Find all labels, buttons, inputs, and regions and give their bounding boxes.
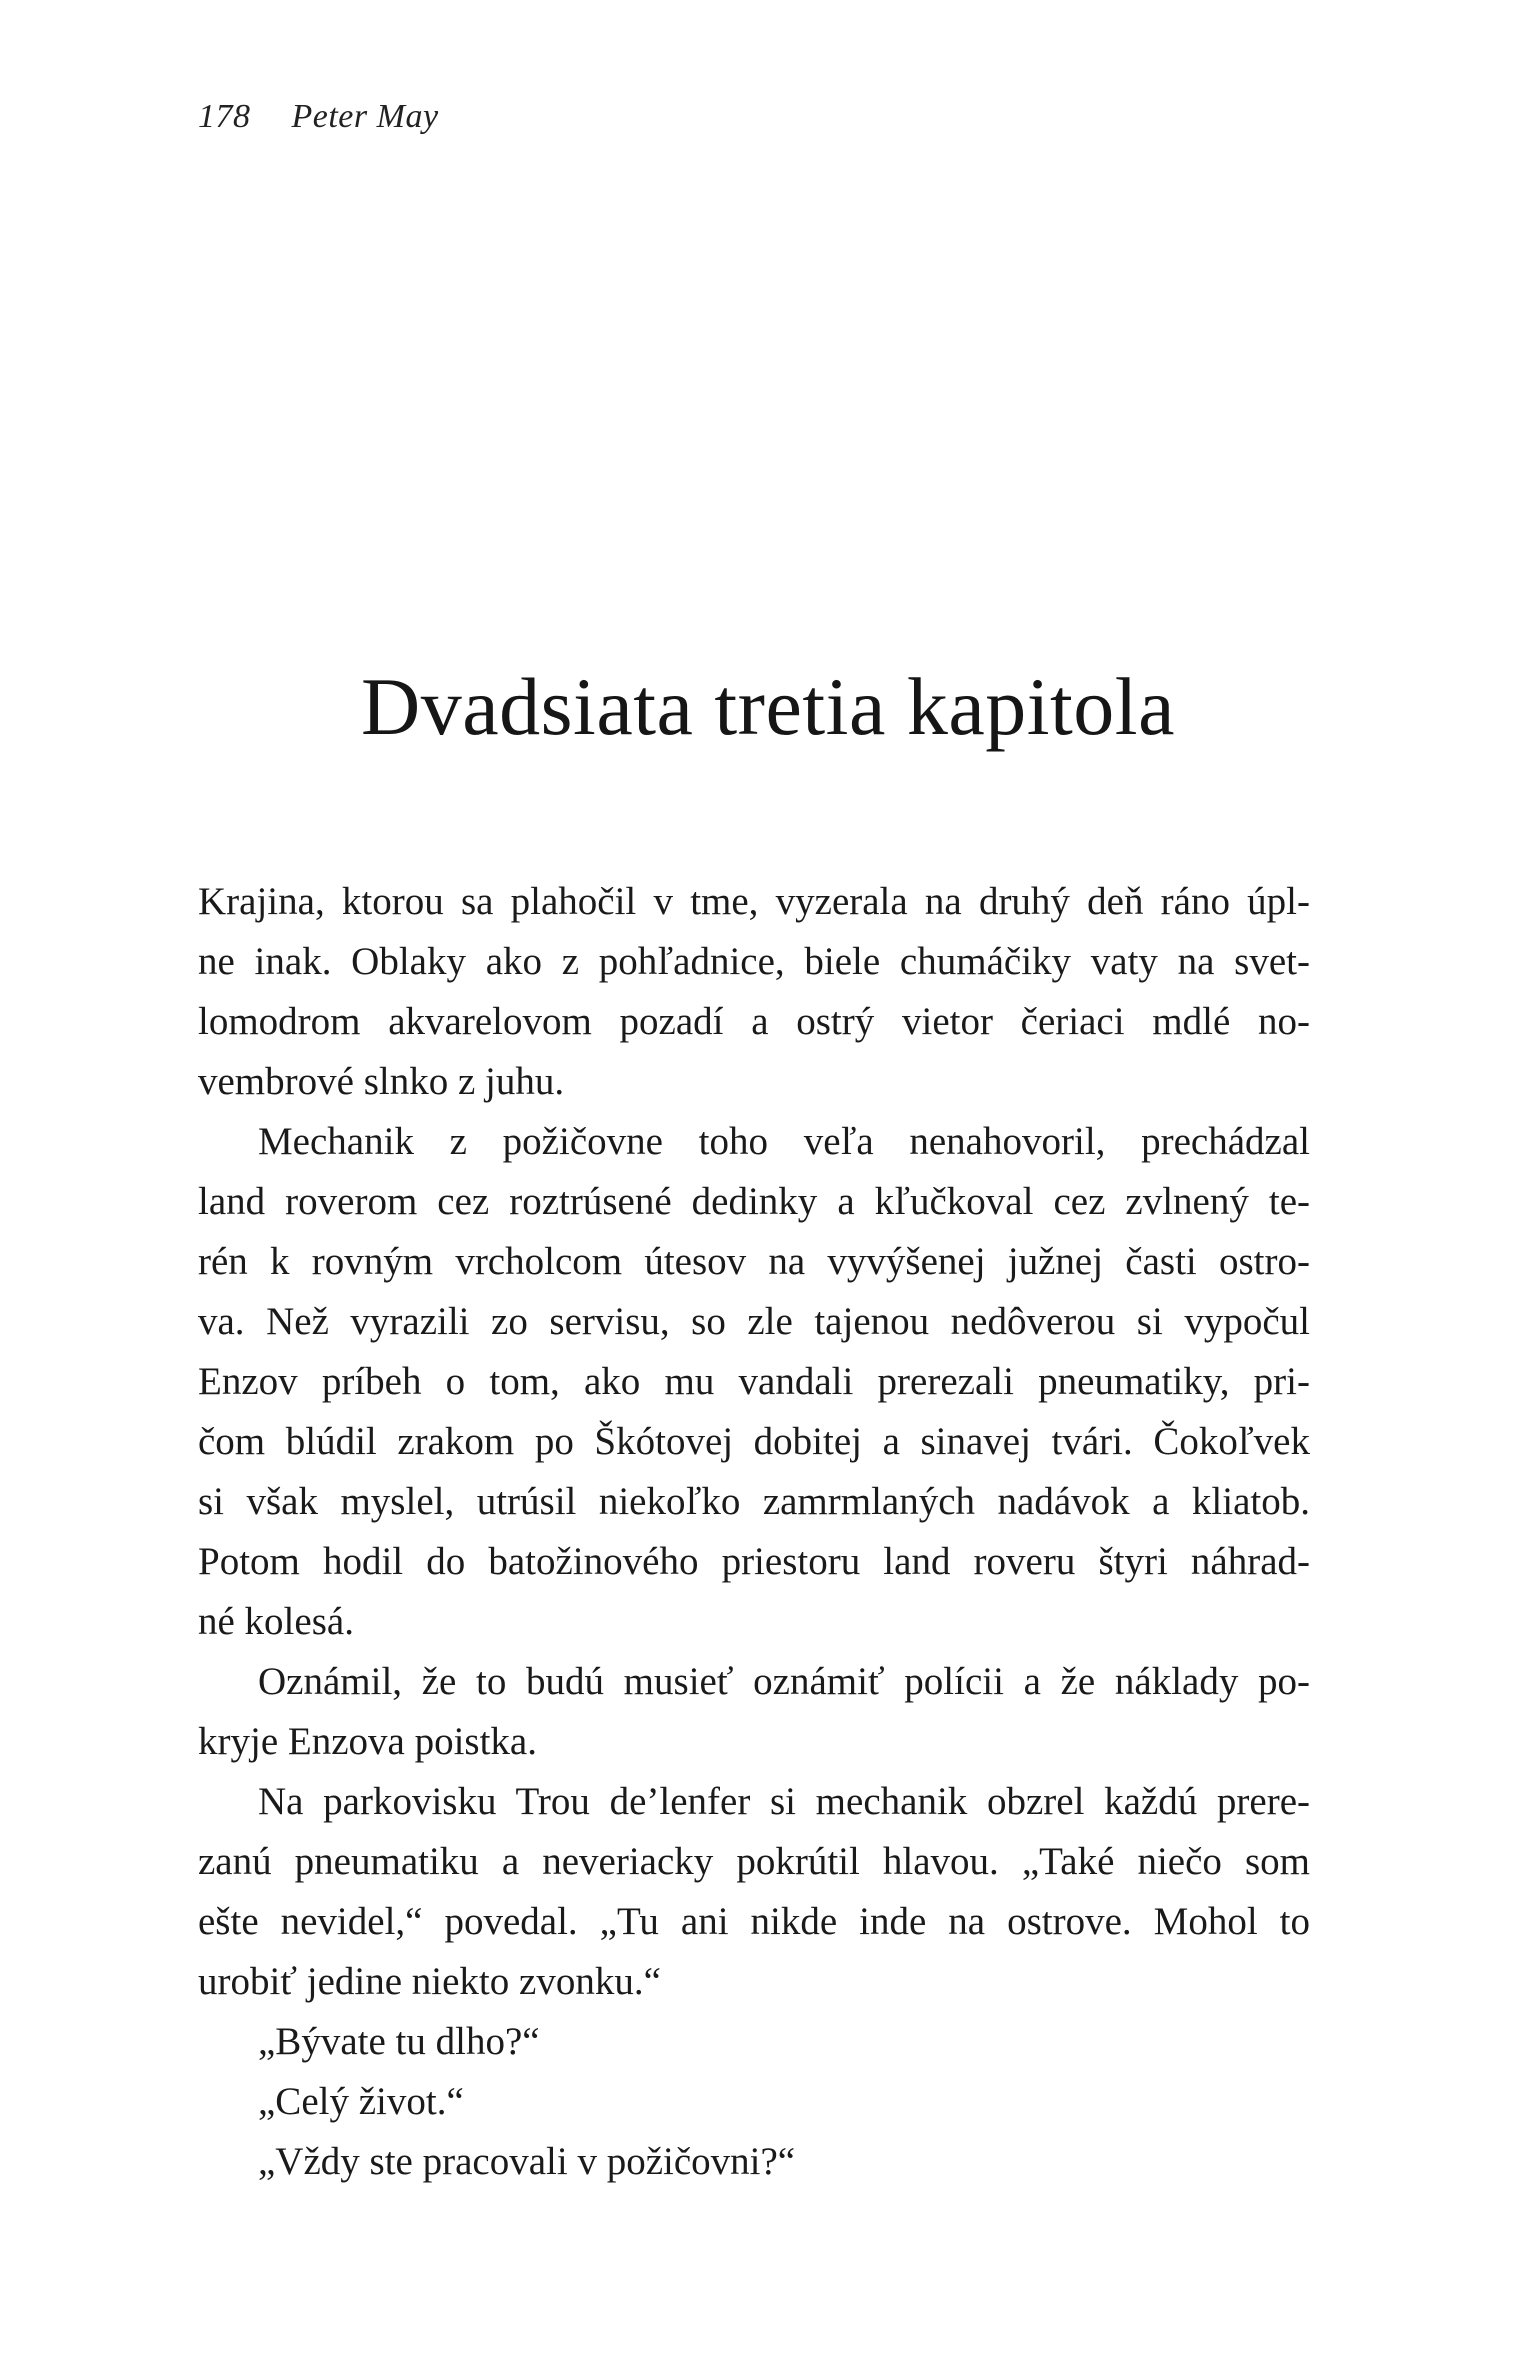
- text-line: zanú pneumatiku a neveriacky pokrútil hlavou. „Také niečo som: [198, 1840, 1310, 1883]
- text-line: urobiť jedine niekto zvonku.“: [198, 1960, 661, 2003]
- running-head: [198, 98, 439, 136]
- text-line: Oznámil, že to budú musieť oznámiť polícii a že náklady po-: [258, 1660, 1310, 1703]
- text-line: si však myslel, utrúsil niekoľko zamrmlaných nadávok a kliatob.: [198, 1480, 1310, 1523]
- page-number: 178: [198, 98, 251, 135]
- text-line: ešte nevidel,“ povedal. „Tu ani nikde inde na ostrove. Mohol to: [198, 1900, 1310, 1943]
- text-line: Potom hodil do batožinového priestoru land roveru štyri náhrad-: [198, 1540, 1310, 1583]
- text-line: Enzov príbeh o tom, ako mu vandali prerezali pneumatiky, pri-: [198, 1360, 1310, 1403]
- text-line: vembrové slnko z juhu.: [198, 1060, 565, 1103]
- chapter-title: Dvadsiata tretia kapitola: [361, 661, 1175, 752]
- text-line: né kolesá.: [198, 1600, 354, 1643]
- text-line: „Bývate tu dlho?“: [258, 2020, 540, 2063]
- running-head-author: Peter May: [291, 98, 439, 135]
- text-line: Mechanik z požičovne toho veľa nenahovoril, prechádzal: [258, 1120, 1310, 1163]
- text-line: lomodrom akvarelovom pozadí a ostrý vietor čeriaci mdlé no-: [198, 1000, 1310, 1043]
- text-line: va. Než vyrazili zo servisu, so zle tajenou nedôverou si vypočul: [198, 1300, 1310, 1343]
- body-text: [198, 872, 1310, 2192]
- text-line: ne inak. Oblaky ako z pohľadnice, biele chumáčiky vaty na svet-: [198, 940, 1310, 983]
- text-line: Na parkovisku Trou de’lenfer si mechanik obzrel každú prere-: [258, 1780, 1310, 1823]
- text-line: Krajina, ktorou sa plahočil v tme, vyzerala na druhý deň ráno úpl-: [198, 880, 1310, 923]
- text-line: čom blúdil zrakom po Škótovej dobitej a sinavej tvári. Čokoľvek: [198, 1420, 1310, 1463]
- text-line: „Vždy ste pracovali v požičovni?“: [258, 2140, 796, 2183]
- text-line: kryje Enzova poistka.: [198, 1720, 537, 1763]
- text-line: land roverom cez roztrúsené dedinky a kľučkoval cez zvlnený te-: [198, 1180, 1310, 1223]
- text-line: „Celý život.“: [258, 2080, 464, 2123]
- text-line: rén k rovným vrcholcom útesov na vyvýšenej južnej časti ostro-: [198, 1240, 1310, 1283]
